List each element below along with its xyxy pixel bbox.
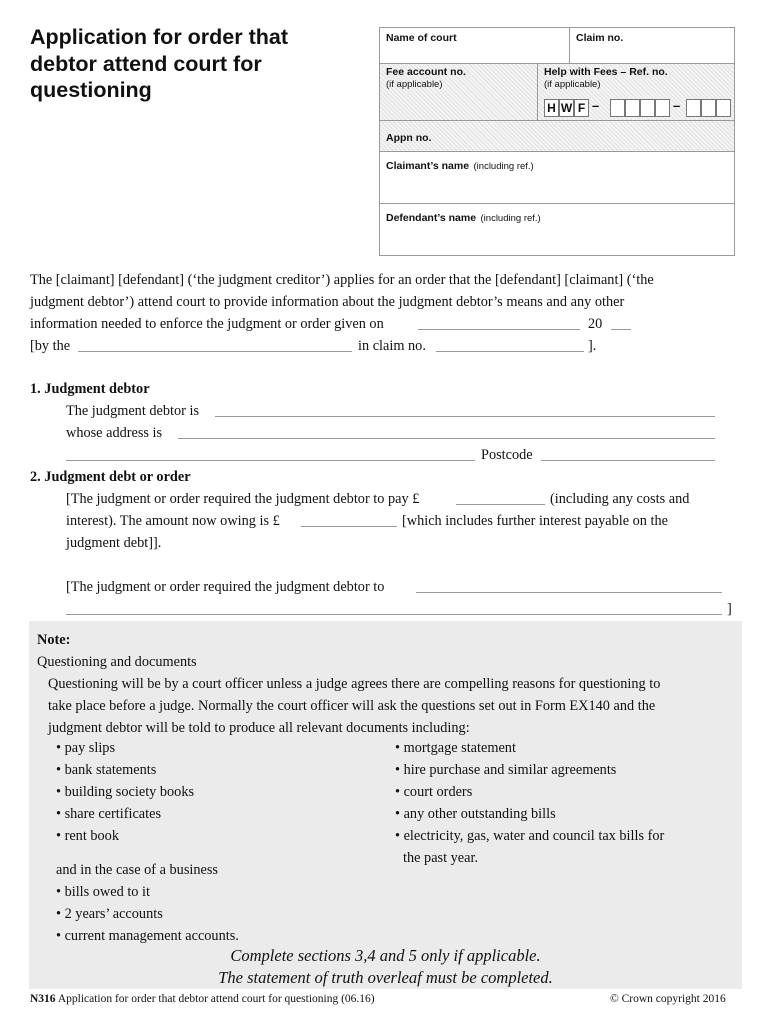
help-with-fees-field — [537, 63, 735, 121]
debtor-is-label: The judgment debtor is — [66, 403, 200, 419]
section-2-heading: 2. Judgment debt or order — [30, 469, 191, 485]
instruction-statement-of-truth: The statement of truth overleaf must be completed. — [218, 968, 553, 987]
in-claim-no-field[interactable] — [436, 351, 584, 352]
footer-form-title: Application for order that debtor attend court for questioning (06.16) — [57, 993, 375, 1005]
hwf-digit-box[interactable] — [655, 99, 670, 117]
address-field-1[interactable] — [178, 438, 715, 439]
hwf-digit-box[interactable] — [716, 99, 731, 117]
hwf-letter-w: W — [560, 101, 573, 115]
debt-line-1a: [The judgment or order required the judgment debtor to pay £ — [66, 491, 420, 507]
document-list-item-continued: the past year. — [403, 850, 479, 866]
in-claim-no-label: in claim no. — [358, 338, 426, 354]
business-list-item: • 2 years’ accounts — [56, 906, 163, 922]
help-with-fees-sublabel: (if applicable) — [544, 79, 601, 90]
debt-line-1b: (including any costs and — [550, 491, 690, 507]
order-required-field-1[interactable] — [416, 592, 722, 593]
debt-line-3: judgment debt]]. — [66, 535, 162, 551]
hwf-digit-box[interactable] — [686, 99, 701, 117]
fee-account-no-field[interactable] — [379, 63, 538, 121]
order-required-field-2[interactable] — [66, 614, 722, 615]
intro-line-2: judgment debtor’) attend court to provide information about the judgment debtor’s means and any other — [30, 294, 625, 310]
judgment-debtor-name-field[interactable] — [215, 416, 715, 417]
business-intro: and in the case of a business — [56, 862, 218, 878]
note-subheading: Questioning and documents — [37, 654, 197, 670]
fee-account-no-label: Fee account no. — [386, 66, 466, 78]
form-title: Application for order that debtor attend court for questioning — [30, 25, 288, 102]
note-paragraph-line: take place before a judge. Normally the court officer will ask the questions set out in Form EX140 and the — [48, 698, 656, 714]
document-list-item: • rent book — [56, 828, 119, 844]
appn-no-label: Appn no. — [386, 132, 432, 144]
hwf-digit-box[interactable] — [625, 99, 640, 117]
claim-no-label: Claim no. — [576, 32, 624, 44]
hwf-digit-box[interactable] — [701, 99, 716, 117]
defendants-name-label: Defendant’s name (including ref.) — [386, 212, 541, 224]
claim-no-field[interactable] — [569, 27, 735, 64]
claimants-name-label: Claimant’s name (including ref.) — [386, 160, 534, 172]
hwf-digit-box[interactable] — [610, 99, 625, 117]
document-list-item: • building society books — [56, 784, 195, 800]
footer-copyright: © Crown copyright 2016 — [610, 993, 726, 1005]
document-list-item: • pay slips — [56, 740, 116, 756]
intro-line-3: information needed to enforce the judgment or order given on — [30, 316, 384, 332]
document-list-item: • any other outstanding bills — [395, 806, 556, 822]
amount-to-pay-field[interactable] — [456, 504, 545, 505]
document-list-item: • bank statements — [56, 762, 157, 778]
intro-close-bracket: ]. — [588, 338, 597, 354]
document-list-item: • hire purchase and similar agreements — [395, 762, 617, 778]
debt-line-2b: [which includes further interest payable on the — [402, 513, 668, 529]
hwf-dash-2: – — [673, 98, 681, 113]
postcode-field[interactable] — [541, 460, 715, 461]
document-list-item: • share certificates — [56, 806, 162, 822]
year-prefix: 20 — [588, 316, 603, 332]
claimants-name-field[interactable] — [379, 151, 735, 204]
order-line-label: [The judgment or order required the judgment debtor to — [66, 579, 385, 595]
form-code: N316 — [30, 993, 56, 1005]
fee-account-no-sublabel: (if applicable) — [386, 79, 443, 90]
debt-line-2a: interest). The amount now owing is £ — [66, 513, 280, 529]
postcode-label: Postcode — [481, 447, 533, 463]
appn-no-field[interactable] — [379, 120, 735, 152]
judgment-date-field[interactable] — [418, 329, 580, 330]
order-close-bracket: ] — [727, 601, 732, 617]
name-of-court-field[interactable] — [379, 27, 570, 64]
footer-form-reference — [30, 993, 375, 1005]
judgment-year-field[interactable] — [611, 329, 631, 330]
instruction-sections: Complete sections 3,4 and 5 only if applicable. — [230, 946, 541, 965]
name-of-court-label: Name of court — [386, 32, 457, 44]
document-list-item: • electricity, gas, water and council tax bills for — [395, 828, 665, 844]
help-with-fees-label: Help with Fees – Ref. no. — [544, 66, 668, 78]
document-list-item: • court orders — [395, 784, 473, 800]
business-list-item: • current management accounts. — [56, 928, 239, 944]
intro-line-1: The [claimant] [defendant] (‘the judgment creditor’) applies for an order that the [defendant] [claimant] (‘the — [30, 272, 654, 288]
hwf-letter-h: H — [544, 99, 559, 117]
amount-owing-field[interactable] — [301, 526, 397, 527]
hwf-letter-f: F — [574, 99, 589, 117]
business-list-item: • bills owed to it — [56, 884, 150, 900]
address-label: whose address is — [66, 425, 163, 441]
section-1-heading: 1. Judgment debtor — [30, 381, 150, 397]
defendants-name-field[interactable] — [379, 203, 735, 256]
note-heading: Note: — [37, 632, 71, 648]
note-paragraph-line: Questioning will be by a court officer unless a judge agrees there are compelling reasons for questioning to — [48, 676, 661, 692]
by-the-label: [by the — [30, 338, 71, 354]
hwf-digit-box[interactable] — [640, 99, 655, 117]
hwf-dash-1: – — [592, 98, 600, 113]
by-the-field[interactable] — [78, 351, 352, 352]
note-paragraph-line: judgment debtor will be told to produce all relevant documents including: — [48, 720, 470, 736]
address-field-2[interactable] — [66, 460, 475, 461]
document-list-item: • mortgage statement — [395, 740, 516, 756]
